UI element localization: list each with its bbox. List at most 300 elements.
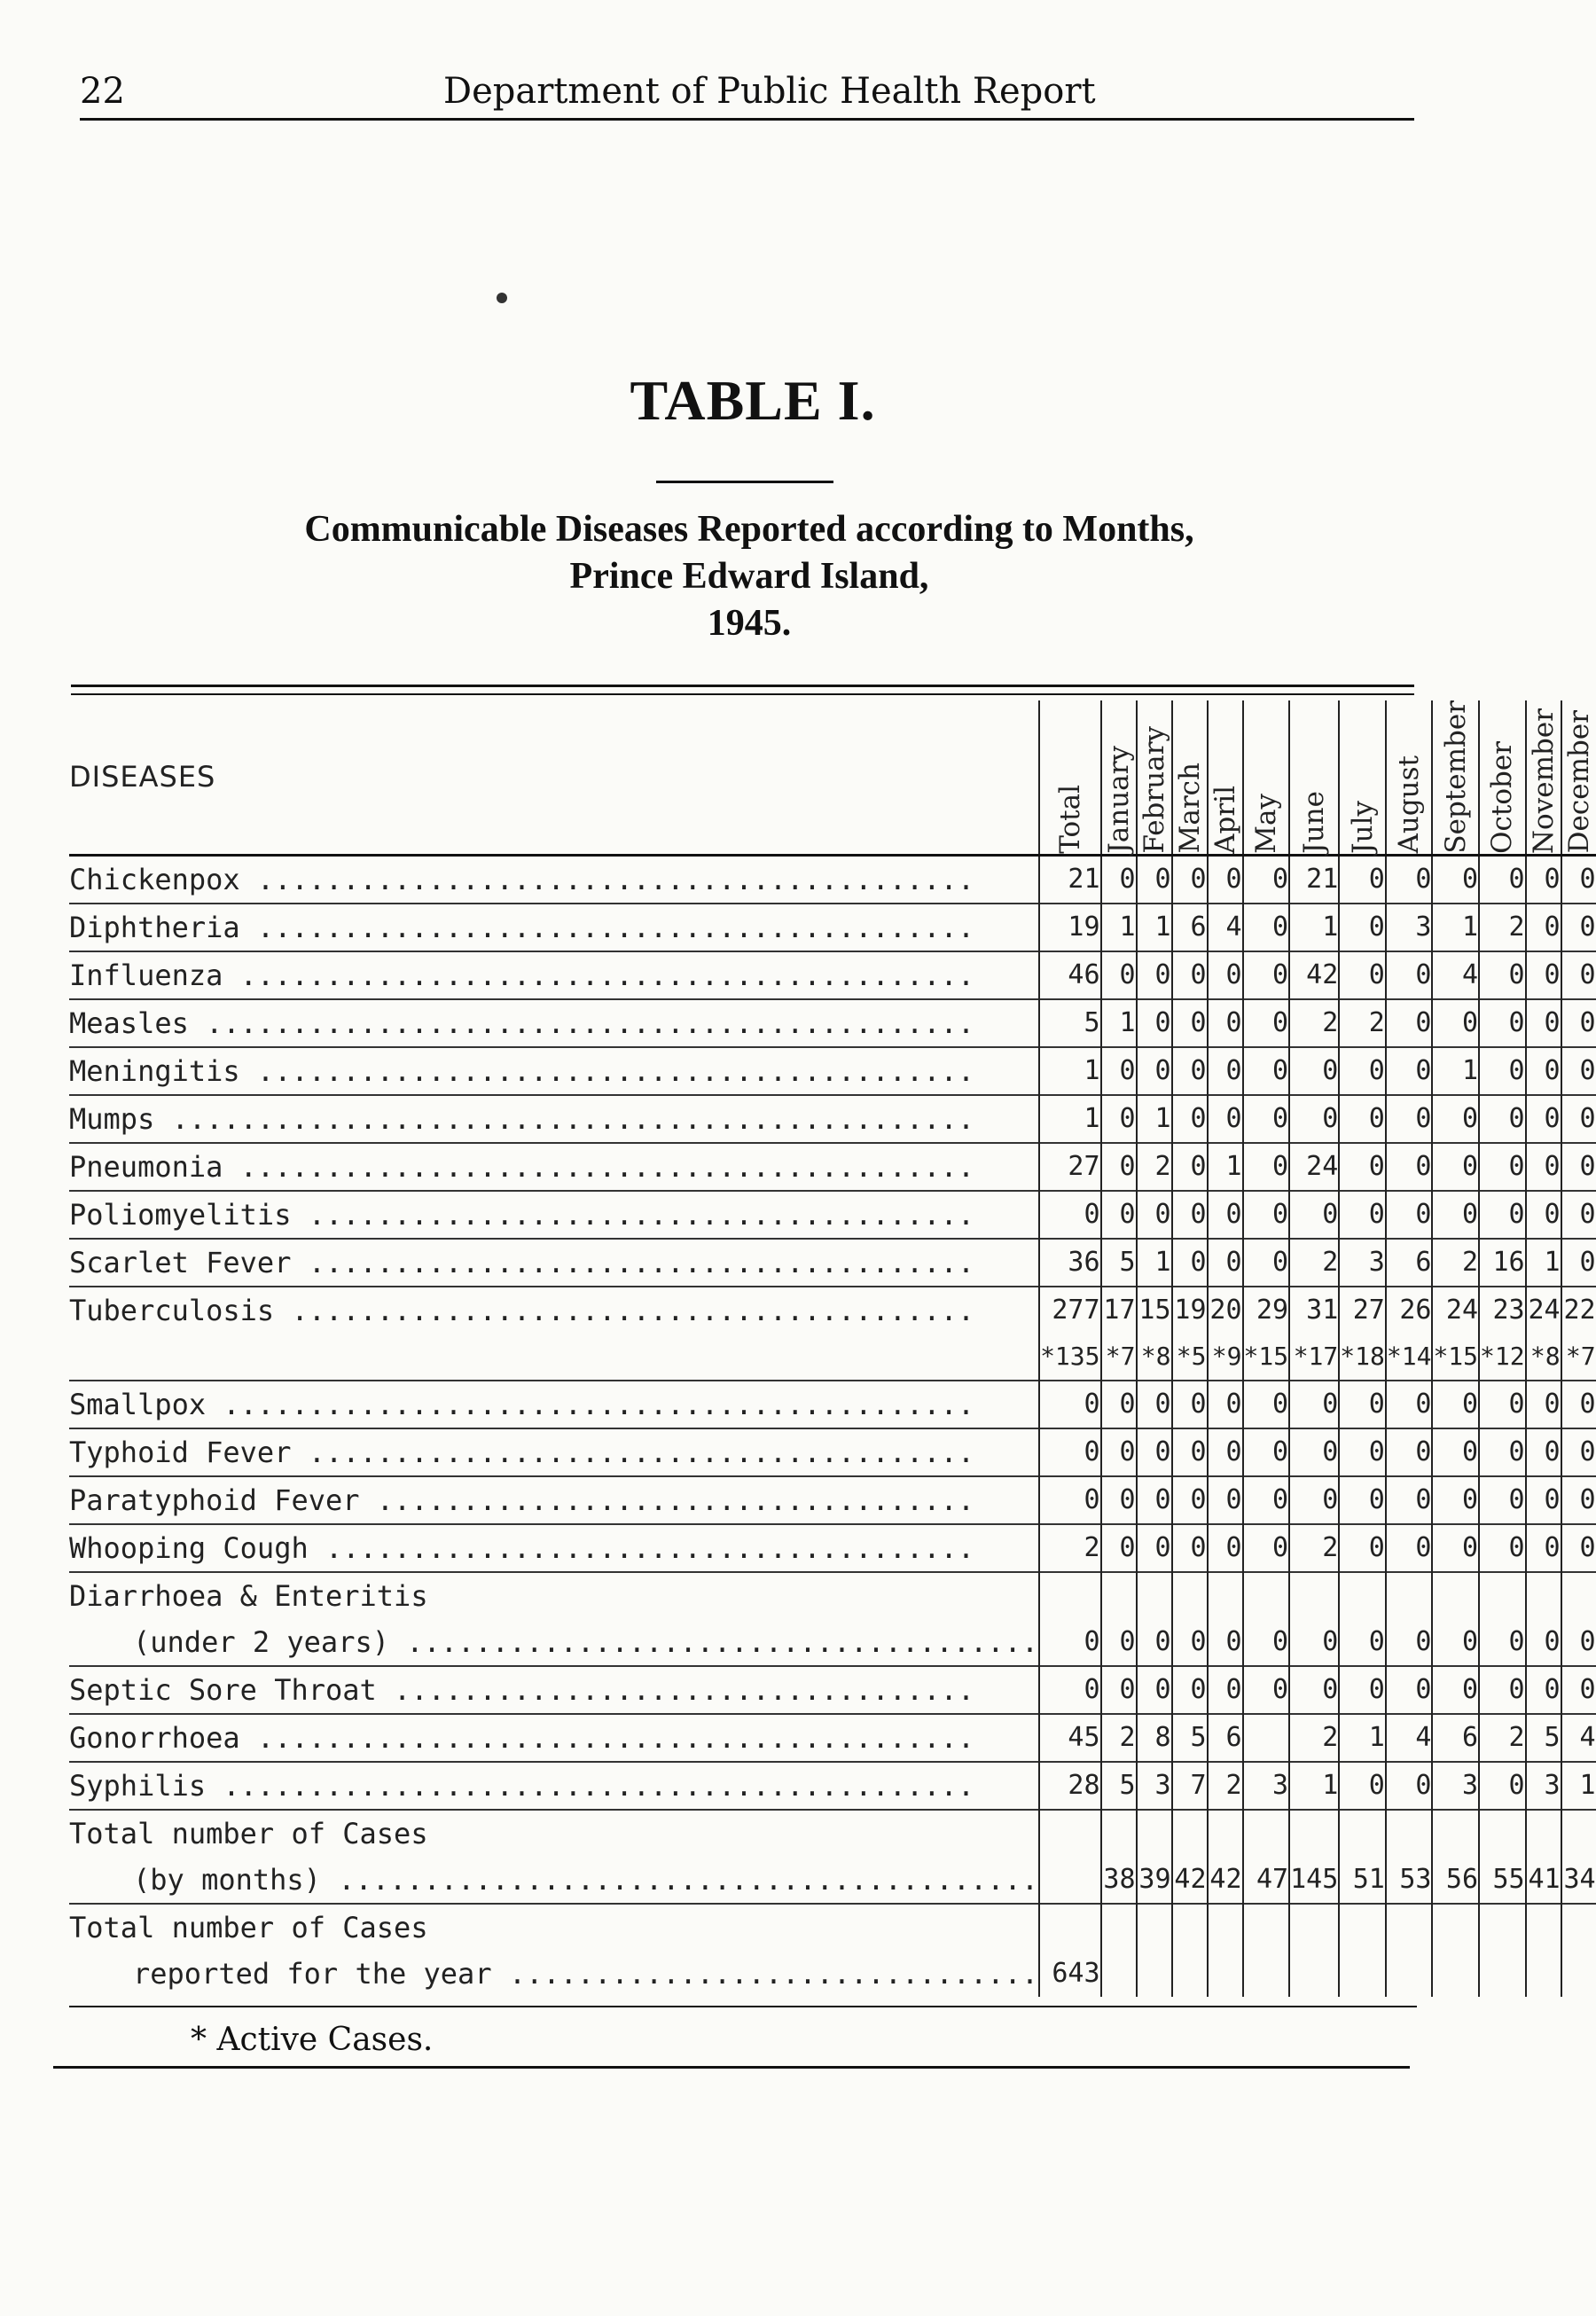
cell-value: 0 xyxy=(1172,1666,1208,1714)
page-number: 22 xyxy=(80,71,125,112)
cell-value: *15 xyxy=(1432,1334,1479,1381)
cell-value: 0 xyxy=(1526,1524,1561,1572)
cell-value: 0 xyxy=(1101,1143,1137,1191)
cell-value: 0 xyxy=(1243,1666,1290,1714)
cell-value: 2 xyxy=(1289,1714,1339,1762)
table-top-rule xyxy=(71,685,1414,687)
col-nov: November xyxy=(1526,700,1561,855)
cell-value: 0 xyxy=(1432,1428,1479,1476)
cell-value: 0 xyxy=(1172,951,1208,999)
cell-value: *135 xyxy=(1039,1334,1100,1381)
cell-value: 0 xyxy=(1208,1524,1243,1572)
table-row xyxy=(69,1476,1596,1524)
disease-name: Smallpox ............................................ xyxy=(69,1381,1039,1428)
disease-name: Meningitis .......................................... xyxy=(69,1047,1039,1095)
cell-value: 0 xyxy=(1526,951,1561,999)
cell-value xyxy=(1172,1904,1208,1951)
cell-value xyxy=(1561,1951,1596,1997)
cell-value: *8 xyxy=(1137,1334,1172,1381)
cell-value: 0 xyxy=(1172,855,1208,904)
cell-value: 0 xyxy=(1561,1239,1596,1287)
cell-value: 0 xyxy=(1208,1095,1243,1143)
cell-value xyxy=(1526,1810,1561,1857)
cell-value: 0 xyxy=(1432,1191,1479,1239)
disease-name: Influenza ........................................... xyxy=(69,951,1039,999)
cell-value xyxy=(1526,1572,1561,1619)
disease-name: Septic Sore Throat .................................. xyxy=(69,1666,1039,1714)
table-row xyxy=(69,1904,1596,1951)
cell-value: 0 xyxy=(1039,1428,1100,1476)
cell-value: 0 xyxy=(1172,1619,1208,1666)
cell-value: 0 xyxy=(1137,999,1172,1047)
cell-value xyxy=(1432,1572,1479,1619)
disease-name: (under 2 years) ..................................... xyxy=(133,1624,1039,1659)
table-row xyxy=(69,1191,1596,1239)
cell-value xyxy=(1561,1572,1596,1619)
cell-value: 0 xyxy=(1101,1381,1137,1428)
cell-value: *17 xyxy=(1289,1334,1339,1381)
cell-value xyxy=(1208,1904,1243,1951)
cell-value: 31 xyxy=(1289,1287,1339,1334)
table-row xyxy=(69,1143,1596,1191)
cell-value: 15 xyxy=(1137,1287,1172,1334)
cell-value: 0 xyxy=(1386,1143,1433,1191)
cell-value: 6 xyxy=(1208,1714,1243,1762)
cell-value: *7 xyxy=(1561,1334,1596,1381)
cell-value: 56 xyxy=(1432,1857,1479,1904)
disease-name: Mumps ............................................... xyxy=(69,1095,1039,1143)
cell-value: 3 xyxy=(1386,904,1433,951)
col-oct: October xyxy=(1479,700,1526,855)
cell-value: 0 xyxy=(1101,1095,1137,1143)
cell-value: 0 xyxy=(1339,1476,1386,1524)
cell-value: 0 xyxy=(1137,1476,1172,1524)
table-row xyxy=(69,1666,1596,1714)
cell-value: *14 xyxy=(1386,1334,1433,1381)
cell-value: 0 xyxy=(1479,855,1526,904)
cell-value: 0 xyxy=(1208,1239,1243,1287)
cell-value: 0 xyxy=(1526,999,1561,1047)
cell-value xyxy=(1432,1951,1479,1997)
cell-value: 0 xyxy=(1526,1095,1561,1143)
cell-value: *18 xyxy=(1339,1334,1386,1381)
table-row xyxy=(69,1857,1596,1904)
cell-value xyxy=(1243,1572,1290,1619)
cell-value: 0 xyxy=(1561,1524,1596,1572)
cell-value: 1 xyxy=(1137,1239,1172,1287)
cell-value xyxy=(1101,1951,1137,1997)
table-row xyxy=(69,999,1596,1047)
col-aug: August xyxy=(1386,700,1433,855)
disease-name: Diarrhoea & Enteritis xyxy=(69,1572,1039,1619)
table-row xyxy=(69,1239,1596,1287)
cell-value: 0 xyxy=(1479,1476,1526,1524)
cell-value: *8 xyxy=(1526,1334,1561,1381)
cell-value xyxy=(1339,1904,1386,1951)
table-row xyxy=(69,1524,1596,1572)
cell-value: 0 xyxy=(1386,855,1433,904)
footnote: * Active Cases. xyxy=(191,2022,434,2058)
table-row xyxy=(69,1714,1596,1762)
cell-value: 0 xyxy=(1243,1191,1290,1239)
cell-value xyxy=(1243,1810,1290,1857)
disease-table xyxy=(69,700,1596,1997)
header-row xyxy=(69,700,1596,855)
cell-value: 2 xyxy=(1432,1239,1479,1287)
cell-value: 0 xyxy=(1289,1428,1339,1476)
cell-value: 0 xyxy=(1526,1428,1561,1476)
cell-value: 0 xyxy=(1137,1047,1172,1095)
cell-value: 0 xyxy=(1386,999,1433,1047)
cell-value: 3 xyxy=(1243,1762,1290,1810)
table-row xyxy=(69,904,1596,951)
cell-value: 0 xyxy=(1039,1381,1100,1428)
cell-value xyxy=(1386,1904,1433,1951)
cell-value: 4 xyxy=(1386,1714,1433,1762)
cell-value: 0 xyxy=(1526,1047,1561,1095)
cell-value: 0 xyxy=(1526,904,1561,951)
cell-value: *9 xyxy=(1208,1334,1243,1381)
cell-value: 5 xyxy=(1101,1762,1137,1810)
cell-value: 0 xyxy=(1386,1381,1433,1428)
cell-value: 2 xyxy=(1101,1714,1137,1762)
disease-name: Paratyphoid Fever ................................... xyxy=(69,1476,1039,1524)
table-row xyxy=(69,1951,1596,1997)
cell-value: 0 xyxy=(1289,1619,1339,1666)
cell-value xyxy=(1479,1951,1526,1997)
cell-value: 0 xyxy=(1039,1619,1100,1666)
col-jun: June xyxy=(1289,700,1339,855)
cell-value: 0 xyxy=(1526,1381,1561,1428)
cell-value: 2 xyxy=(1339,999,1386,1047)
cell-value: 0 xyxy=(1561,999,1596,1047)
cell-value: 51 xyxy=(1339,1857,1386,1904)
cell-value: 0 xyxy=(1243,1239,1290,1287)
cell-value: 0 xyxy=(1172,1381,1208,1428)
cell-value: 0 xyxy=(1526,1143,1561,1191)
cell-value: 4 xyxy=(1561,1714,1596,1762)
cell-value xyxy=(1208,1810,1243,1857)
cell-value: 53 xyxy=(1386,1857,1433,1904)
cell-value: 55 xyxy=(1479,1857,1526,1904)
cell-value: 0 xyxy=(1479,1191,1526,1239)
cell-value xyxy=(1172,1810,1208,1857)
cell-value: 0 xyxy=(1289,1666,1339,1714)
cell-value xyxy=(1526,1904,1561,1951)
table-top-rule-2 xyxy=(71,693,1414,695)
cell-value: 0 xyxy=(1101,951,1137,999)
cell-value: 0 xyxy=(1101,1524,1137,1572)
cell-value: 0 xyxy=(1479,951,1526,999)
cell-value xyxy=(1432,1810,1479,1857)
cell-value xyxy=(1432,1904,1479,1951)
cell-value: 0 xyxy=(1243,999,1290,1047)
cell-value: 0 xyxy=(1561,1095,1596,1143)
ink-dot xyxy=(497,293,507,303)
cell-value: 0 xyxy=(1561,1381,1596,1428)
cell-value: 2 xyxy=(1289,1239,1339,1287)
cell-value xyxy=(1339,1572,1386,1619)
cell-value: 0 xyxy=(1208,1428,1243,1476)
cell-value: 0 xyxy=(1339,1095,1386,1143)
cell-value: 0 xyxy=(1432,855,1479,904)
cell-value: 0 xyxy=(1289,1476,1339,1524)
cell-value: 0 xyxy=(1339,855,1386,904)
cell-value: 0 xyxy=(1243,1524,1290,1572)
cell-value xyxy=(1039,1572,1100,1619)
cell-value: 19 xyxy=(1172,1287,1208,1334)
cell-value: 0 xyxy=(1432,1476,1479,1524)
cell-value: 0 xyxy=(1172,1143,1208,1191)
cell-value xyxy=(1101,1572,1137,1619)
cell-value: 1 xyxy=(1101,999,1137,1047)
cell-value: 5 xyxy=(1039,999,1100,1047)
cell-value xyxy=(1137,1810,1172,1857)
table-row xyxy=(69,1095,1596,1143)
cell-value xyxy=(1172,1951,1208,1997)
cell-value: 4 xyxy=(1432,951,1479,999)
cell-value: 1 xyxy=(1101,904,1137,951)
cell-value: 0 xyxy=(1479,1095,1526,1143)
cell-value: 3 xyxy=(1137,1762,1172,1810)
cell-value: 6 xyxy=(1432,1714,1479,1762)
cell-value: 0 xyxy=(1172,1428,1208,1476)
cell-value: 0 xyxy=(1289,1381,1339,1428)
table-row xyxy=(69,855,1596,904)
cell-value: 0 xyxy=(1208,1191,1243,1239)
caption-line-1: Communicable Diseases Reported according to Months, xyxy=(304,509,1194,550)
cell-value xyxy=(1208,1572,1243,1619)
cell-value: 0 xyxy=(1101,1428,1137,1476)
cell-value: 6 xyxy=(1172,904,1208,951)
cell-value: 643 xyxy=(1039,1951,1100,1997)
disease-name: Diphtheria .......................................... xyxy=(69,904,1039,951)
cell-value: 0 xyxy=(1243,904,1290,951)
cell-value: 0 xyxy=(1479,1619,1526,1666)
cell-value: 0 xyxy=(1243,1428,1290,1476)
disease-name: Total number of Cases xyxy=(69,1810,1039,1857)
cell-value: 0 xyxy=(1526,1476,1561,1524)
cell-value: 0 xyxy=(1339,1381,1386,1428)
cell-value: 27 xyxy=(1339,1287,1386,1334)
cell-value: 0 xyxy=(1137,1191,1172,1239)
cell-value: 0 xyxy=(1172,1524,1208,1572)
cell-value: 0 xyxy=(1208,855,1243,904)
cell-value: 0 xyxy=(1479,1666,1526,1714)
cell-value xyxy=(1339,1951,1386,1997)
cell-value: 24 xyxy=(1526,1287,1561,1334)
page-header xyxy=(80,69,1414,122)
table-title: TABLE I. xyxy=(630,369,876,432)
cell-value: 0 xyxy=(1137,1428,1172,1476)
disease-name xyxy=(69,1334,1039,1381)
table-row xyxy=(69,1572,1596,1619)
cell-value: 0 xyxy=(1339,904,1386,951)
cell-value: 0 xyxy=(1243,1095,1290,1143)
cell-value: 0 xyxy=(1339,1191,1386,1239)
cell-value: 0 xyxy=(1101,1047,1137,1095)
cell-value xyxy=(1039,1904,1100,1951)
cell-value: 6 xyxy=(1386,1239,1433,1287)
disease-name: Scarlet Fever ....................................... xyxy=(69,1239,1039,1287)
cell-value xyxy=(1289,1904,1339,1951)
cell-value: 0 xyxy=(1432,1143,1479,1191)
cell-value: 0 xyxy=(1243,1143,1290,1191)
cell-value: 17 xyxy=(1101,1287,1137,1334)
cell-value: 0 xyxy=(1243,1619,1290,1666)
cell-value: 1 xyxy=(1526,1239,1561,1287)
cell-value: 1 xyxy=(1561,1762,1596,1810)
cell-value: 34 xyxy=(1561,1857,1596,1904)
cell-value xyxy=(1172,1572,1208,1619)
cell-value: 0 xyxy=(1137,855,1172,904)
col-may: May xyxy=(1243,700,1290,855)
table-row xyxy=(69,1810,1596,1857)
cell-value: 0 xyxy=(1561,1047,1596,1095)
cell-value: 145 xyxy=(1289,1857,1339,1904)
cell-value: 8 xyxy=(1137,1714,1172,1762)
cell-value: 5 xyxy=(1172,1714,1208,1762)
cell-value: 2 xyxy=(1039,1524,1100,1572)
col-sep: September xyxy=(1432,700,1479,855)
cell-value: 0 xyxy=(1432,1524,1479,1572)
cell-value: 0 xyxy=(1208,1666,1243,1714)
cell-value: 0 xyxy=(1243,1476,1290,1524)
cell-value: 0 xyxy=(1172,1476,1208,1524)
cell-value: 26 xyxy=(1386,1287,1433,1334)
disease-name: Syphilis ............................................ xyxy=(69,1762,1039,1810)
cell-value: 1 xyxy=(1208,1143,1243,1191)
cell-value: 0 xyxy=(1339,1619,1386,1666)
cell-value: 0 xyxy=(1561,951,1596,999)
running-title: Department of Public Health Report xyxy=(443,71,1096,112)
cell-value: 0 xyxy=(1339,1524,1386,1572)
cell-value: 1 xyxy=(1137,1095,1172,1143)
cell-value xyxy=(1289,1810,1339,1857)
cell-value: 0 xyxy=(1561,1619,1596,1666)
disease-name: reported for the year ............................... xyxy=(133,1956,1039,1991)
disease-name: Pneumonia ........................................... xyxy=(69,1143,1039,1191)
cell-value: 5 xyxy=(1101,1239,1137,1287)
cell-value xyxy=(1479,1572,1526,1619)
cell-value xyxy=(1243,1904,1290,1951)
cell-value: 0 xyxy=(1339,1143,1386,1191)
cell-value: 0 xyxy=(1208,1619,1243,1666)
cell-value: 0 xyxy=(1479,1143,1526,1191)
cell-value: 0 xyxy=(1137,1619,1172,1666)
cell-value: 0 xyxy=(1386,1428,1433,1476)
cell-value: 0 xyxy=(1137,1381,1172,1428)
cell-value: 23 xyxy=(1479,1287,1526,1334)
cell-value: 0 xyxy=(1432,1095,1479,1143)
cell-value: 45 xyxy=(1039,1714,1100,1762)
cell-value: 3 xyxy=(1432,1762,1479,1810)
cell-value: 0 xyxy=(1101,1191,1137,1239)
cell-value: 0 xyxy=(1289,1095,1339,1143)
cell-value: 2 xyxy=(1479,904,1526,951)
cell-value: 16 xyxy=(1479,1239,1526,1287)
cell-value: 0 xyxy=(1386,1047,1433,1095)
cell-value: 0 xyxy=(1432,1619,1479,1666)
cell-value: 3 xyxy=(1339,1239,1386,1287)
cell-value: 0 xyxy=(1137,951,1172,999)
cell-value: 0 xyxy=(1172,1239,1208,1287)
cell-value: 1 xyxy=(1339,1714,1386,1762)
cell-value: 0 xyxy=(1561,1143,1596,1191)
cell-value: 0 xyxy=(1039,1666,1100,1714)
cell-value xyxy=(1289,1951,1339,1997)
cell-value: 20 xyxy=(1208,1287,1243,1334)
cell-value xyxy=(1561,1904,1596,1951)
cell-value: 0 xyxy=(1289,1191,1339,1239)
cell-value: 41 xyxy=(1526,1857,1561,1904)
cell-value: 0 xyxy=(1208,1047,1243,1095)
cell-value: 0 xyxy=(1039,1476,1100,1524)
cell-value: 2 xyxy=(1137,1143,1172,1191)
cell-value: 0 xyxy=(1172,1047,1208,1095)
cell-value: 0 xyxy=(1526,1619,1561,1666)
disease-name: Typhoid Fever ....................................... xyxy=(69,1428,1039,1476)
cell-value xyxy=(1137,1951,1172,1997)
cell-value xyxy=(1386,1810,1433,1857)
cell-value xyxy=(1386,1951,1433,1997)
disease-name: (by months) ......................................... xyxy=(133,1862,1039,1897)
table-row xyxy=(69,1334,1596,1381)
cell-value: 7 xyxy=(1172,1762,1208,1810)
cell-value: 0 xyxy=(1101,855,1137,904)
caption-line-3: 1945. xyxy=(707,603,792,644)
cell-value: 0 xyxy=(1101,1666,1137,1714)
cell-value: 1 xyxy=(1039,1047,1100,1095)
cell-value: 0 xyxy=(1101,1476,1137,1524)
disease-name: Gonorrhoea .......................................... xyxy=(69,1714,1039,1762)
cell-value: 0 xyxy=(1386,1191,1433,1239)
cell-value: 0 xyxy=(1526,1191,1561,1239)
cell-value: 0 xyxy=(1339,1428,1386,1476)
cell-value xyxy=(1137,1904,1172,1951)
cell-value: 2 xyxy=(1479,1714,1526,1762)
cell-value: 0 xyxy=(1339,1762,1386,1810)
cell-value: 0 xyxy=(1386,1762,1433,1810)
cell-value: 1 xyxy=(1289,1762,1339,1810)
cell-value: 0 xyxy=(1561,1191,1596,1239)
cell-value: *12 xyxy=(1479,1334,1526,1381)
col-total: Total xyxy=(1039,700,1100,855)
cell-value: 0 xyxy=(1243,1047,1290,1095)
cell-value: 42 xyxy=(1289,951,1339,999)
cell-value xyxy=(1101,1904,1137,1951)
cell-value: 0 xyxy=(1432,1381,1479,1428)
cell-value: 0 xyxy=(1172,1095,1208,1143)
table-body xyxy=(69,855,1596,1997)
cell-value xyxy=(1339,1810,1386,1857)
cell-value: 0 xyxy=(1243,951,1290,999)
cell-value: 0 xyxy=(1339,951,1386,999)
cell-value: 47 xyxy=(1243,1857,1290,1904)
table-row xyxy=(69,1428,1596,1476)
cell-value: 36 xyxy=(1039,1239,1100,1287)
table-row xyxy=(69,1047,1596,1095)
cell-value xyxy=(1526,1951,1561,1997)
cell-value: 46 xyxy=(1039,951,1100,999)
cell-value: 38 xyxy=(1101,1857,1137,1904)
cell-value: 0 xyxy=(1561,904,1596,951)
cell-value: 0 xyxy=(1208,1476,1243,1524)
cell-value: 0 xyxy=(1561,855,1596,904)
cell-value xyxy=(1243,1951,1290,1997)
cell-value: 0 xyxy=(1172,1191,1208,1239)
cell-value: 0 xyxy=(1479,1381,1526,1428)
